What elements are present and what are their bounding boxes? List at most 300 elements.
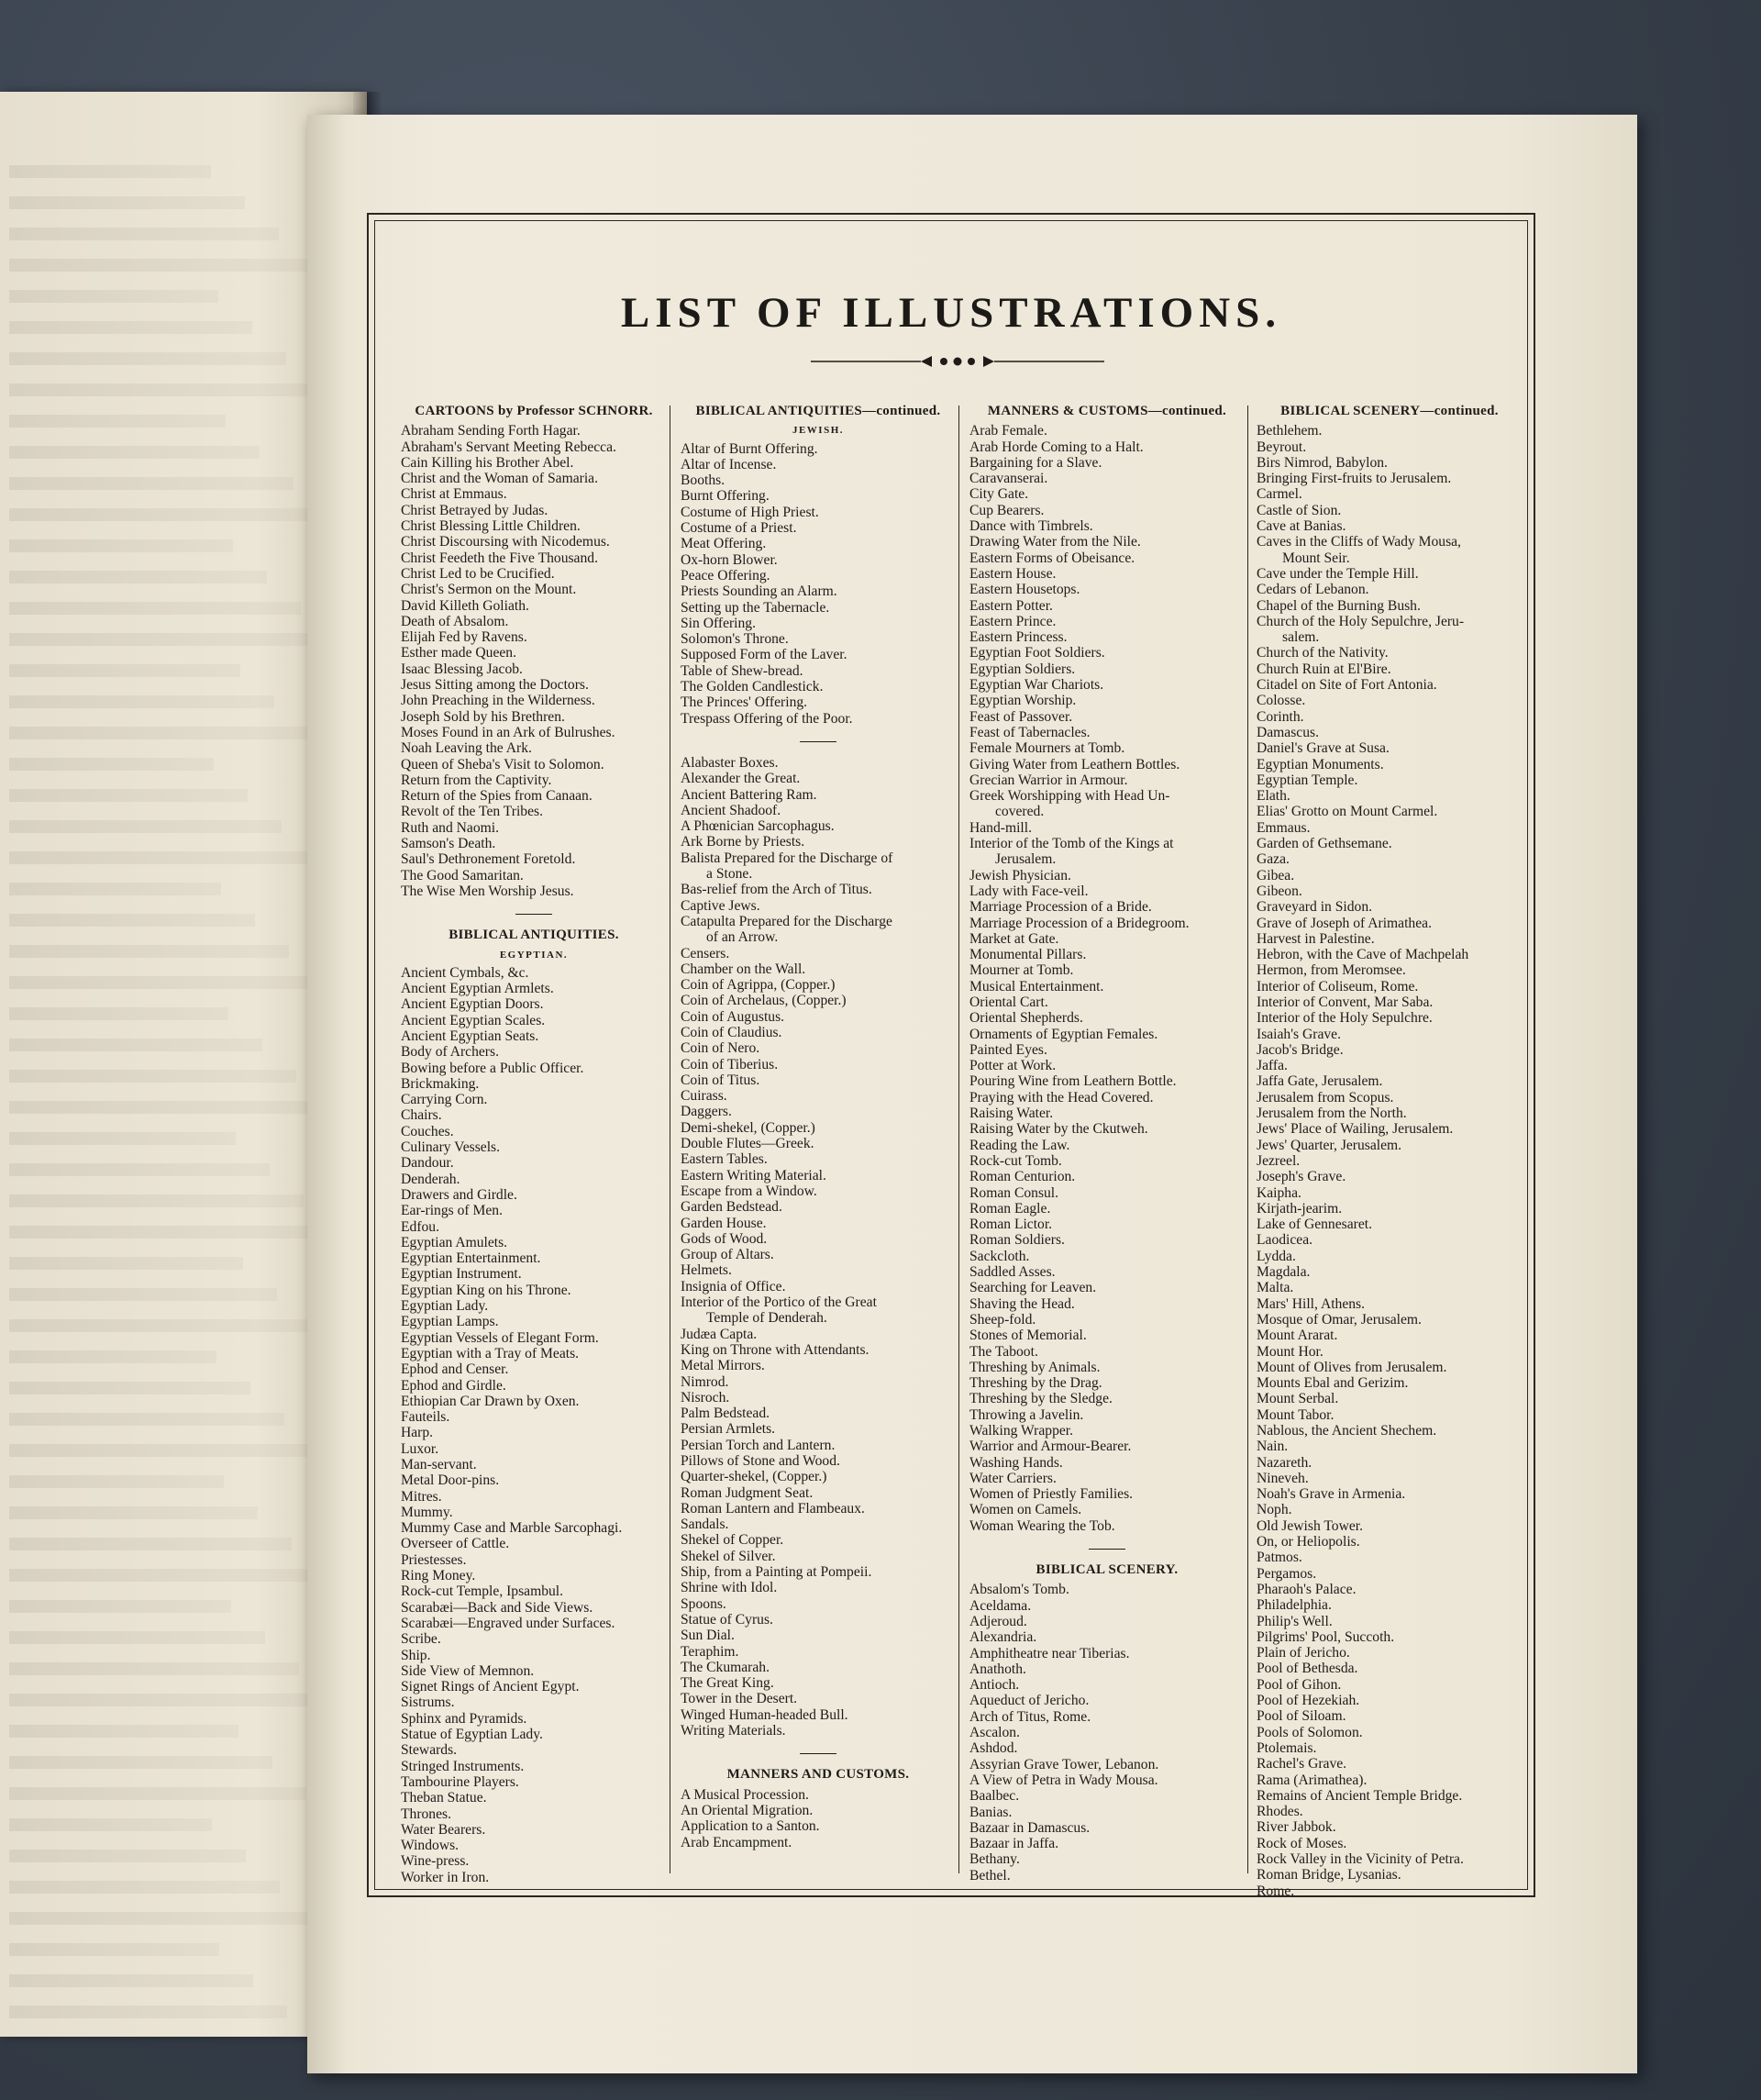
illustration-list-item: Eastern Tables. (681, 1151, 768, 1168)
left-page-text-line (9, 1039, 262, 1051)
left-page-text-line (9, 1319, 311, 1332)
illustration-list-item: Corinth. (1257, 708, 1304, 725)
illustration-list-item: Ancient Cymbals, &c. (401, 964, 529, 981)
illustration-list-item: Egyptian Lamps. (401, 1314, 499, 1330)
illustration-list-item: Bringing First-fruits to Jerusalem. (1257, 471, 1452, 487)
illustration-list-item: Egyptian Amulets. (401, 1234, 508, 1250)
illustration-list-item: Ancient Egyptian Armlets. (401, 981, 554, 997)
illustration-list-item: Philadelphia. (1257, 1597, 1332, 1614)
illustration-list-item: salem. (1282, 629, 1320, 646)
illustration-list-item: Roman Centurion. (969, 1169, 1076, 1185)
illustration-list-item: Egyptian Vessels of Elegant Form. (401, 1329, 599, 1346)
illustration-list-item: Mount Serbal. (1257, 1391, 1339, 1407)
illustration-list-item: Winged Human-headed Bull. (681, 1706, 848, 1723)
illustration-list-item: Baalbec. (969, 1788, 1020, 1805)
illustration-list-item: Colosse. (1257, 693, 1306, 709)
illustration-list-item: Interior of Coliseum, Rome. (1257, 978, 1419, 994)
illustration-list-item: Jezreel. (1257, 1152, 1301, 1169)
illustration-list-item: A View of Petra in Wady Mousa. (969, 1772, 1158, 1788)
left-page-text-line (9, 1226, 338, 1239)
illustration-list-item: Assyrian Grave Tower, Lebanon. (969, 1756, 1159, 1772)
illustration-list-item: Nazareth. (1257, 1454, 1312, 1471)
illustration-list-item: a Stone. (706, 866, 753, 883)
illustration-list-item: Bethel. (969, 1867, 1011, 1883)
section-separator (800, 741, 836, 742)
illustration-list-item: Roman Judgment Seat. (681, 1484, 814, 1501)
illustration-list-item: Peace Offering. (681, 567, 770, 583)
illustration-list-item: Egyptian War Chariots. (969, 677, 1104, 694)
illustration-list-item: Saddled Asses. (969, 1264, 1056, 1281)
illustration-list-item: Mummy. (401, 1504, 453, 1520)
illustration-list-item: Grecian Warrior in Armour. (969, 772, 1128, 788)
illustration-list-item: Christ Discoursing with Nicodemus. (401, 534, 610, 550)
illustration-list-item: Table of Shew-bread. (681, 662, 803, 679)
illustration-list-item: Christ Blessing Little Children. (401, 518, 581, 535)
left-page-text-line (9, 383, 320, 396)
illustration-list-item: Pools of Solomon. (1257, 1724, 1363, 1740)
illustration-list-item: Walking Wrapper. (969, 1423, 1074, 1439)
illustration-list-item: Ptolemais. (1257, 1739, 1317, 1756)
illustration-list-item: Bazaar in Damascus. (969, 1819, 1091, 1836)
illustration-list-item: of an Arrow. (706, 929, 779, 946)
illustration-list-item: Sin Offering. (681, 615, 757, 631)
illustration-list-item: Ship, from a Painting at Pompeii. (681, 1564, 872, 1581)
illustration-list-item: Ancient Battering Ram. (681, 786, 817, 803)
illustration-list-item: Market at Gate. (969, 930, 1059, 947)
section-subheading: EGYPTIAN. (499, 949, 569, 961)
illustration-list-item: Caves in the Cliffs of Wady Mousa, (1257, 534, 1461, 550)
illustration-list-item: Egyptian Worship. (969, 693, 1077, 709)
illustration-list-item: Nisroch. (681, 1389, 730, 1406)
section-heading: MANNERS & CUSTOMS—continued. (987, 404, 1227, 418)
illustration-list-item: Palm Bedstead. (681, 1406, 770, 1422)
illustration-list-item: Nineveh. (1257, 1470, 1309, 1486)
illustration-list-item: Coin of Tiberius. (681, 1056, 779, 1072)
illustration-list-item: Metal Door-pins. (401, 1472, 500, 1489)
illustration-list-item: Moses Found in an Ark of Bulrushes. (401, 724, 615, 740)
illustration-list-item: Altar of Incense. (681, 456, 777, 472)
illustration-list-item: Jaffa. (1257, 1058, 1288, 1074)
illustration-list-item: Nablous, the Ancient Shechem. (1257, 1423, 1437, 1439)
left-page-text-line (9, 1444, 318, 1457)
illustration-list-item: Scarabæi—Engraved under Surfaces. (401, 1615, 615, 1631)
illustration-list-item: Feast of Passover. (969, 708, 1073, 725)
illustration-list-item: Bethlehem. (1257, 423, 1323, 439)
illustration-list-item: A Musical Procession. (681, 1786, 809, 1803)
illustration-list-item: Rhodes. (1257, 1804, 1303, 1820)
illustration-list-item: Hermon, from Meromsee. (1257, 962, 1406, 979)
illustration-list-item: Water Bearers. (401, 1821, 486, 1838)
column-2 (681, 404, 956, 1850)
illustration-list-item: Jews' Quarter, Jerusalem. (1257, 1137, 1402, 1153)
illustration-list-item: Christ Feedeth the Five Thousand. (401, 550, 598, 566)
left-page-text-line (9, 165, 211, 178)
left-page-text-line (9, 1007, 228, 1020)
illustration-list-item: Marriage Procession of a Bridegroom. (969, 915, 1190, 931)
left-page-text-line (9, 1506, 258, 1519)
illustration-list-item: Ear-rings of Men. (401, 1203, 503, 1219)
illustration-list-item: Joseph Sold by his Brethren. (401, 708, 565, 725)
illustration-list-item: Grave of Joseph of Arimathea. (1257, 915, 1432, 931)
left-page-text-line (9, 321, 252, 334)
illustration-list-item: Rock Valley in the Vicinity of Petra. (1257, 1851, 1464, 1868)
illustration-list-item: Harp. (401, 1425, 434, 1441)
illustration-list-item: Trespass Offering of the Poor. (681, 710, 853, 727)
illustration-list-item: Noah Leaving the Ark. (401, 740, 532, 757)
illustration-list-item: Ashdod. (969, 1740, 1018, 1757)
illustration-list-item: Egyptian Soldiers. (969, 661, 1076, 677)
illustration-list-item: The Wise Men Worship Jesus. (401, 883, 574, 899)
illustration-list-item: Amphitheatre near Tiberias. (969, 1645, 1130, 1661)
illustration-list-item: Revolt of the Ten Tribes. (401, 804, 543, 820)
illustration-list-item: Chapel of the Burning Bush. (1257, 597, 1421, 614)
illustration-list-item: Harvest in Palestine. (1257, 930, 1375, 947)
illustration-list-item: Priests Sounding an Alarm. (681, 583, 837, 600)
left-page-text-line (9, 883, 221, 895)
illustration-list-item: Alexandria. (969, 1629, 1037, 1646)
illustration-list-item: Body of Archers. (401, 1044, 499, 1061)
illustration-list-item: Mount of Olives from Jerusalem. (1257, 1359, 1447, 1375)
column-rule (1247, 406, 1248, 1873)
section-subheading: JEWISH. (792, 425, 845, 437)
illustration-list-item: Rachel's Grave. (1257, 1756, 1347, 1772)
illustration-list-item: Chamber on the Wall. (681, 961, 806, 977)
illustration-list-item: Eastern House. (969, 565, 1057, 582)
left-page-text-line (9, 1631, 265, 1644)
illustration-list-item: Isaac Blessing Jacob. (401, 661, 523, 677)
illustration-list-item: Costume of a Priest. (681, 520, 797, 537)
illustration-list-item: Application to a Santon. (681, 1818, 820, 1835)
illustration-list-item: Caravanserai. (969, 471, 1048, 487)
illustration-list-item: Daggers. (681, 1104, 732, 1120)
illustration-list-item: Shaving the Head. (969, 1295, 1075, 1312)
illustration-list-item: Scribe. (401, 1631, 441, 1648)
illustration-list-item: Egyptian Entertainment. (401, 1250, 541, 1267)
illustration-list-item: Giving Water from Leathern Bottles. (969, 756, 1180, 772)
illustration-list-item: A Phœnician Sarcophagus. (681, 818, 835, 835)
illustration-list-item: On, or Heliopolis. (1257, 1534, 1360, 1550)
illustration-list-item: Side View of Memnon. (401, 1662, 535, 1679)
left-page-text-line (9, 2006, 287, 2018)
column-rule (958, 406, 959, 1873)
illustration-list-item: Drawing Water from the Nile. (969, 534, 1141, 550)
left-page-text-line (9, 508, 327, 521)
illustration-list-item: The Ckumarah. (681, 1659, 770, 1675)
left-page-text-line (9, 1070, 296, 1083)
left-page-text-line (9, 196, 245, 209)
illustration-list-item: Lydda. (1257, 1248, 1296, 1264)
illustration-list-item: Signet Rings of Ancient Egypt. (401, 1679, 580, 1695)
illustration-list-item: Jewish Physician. (969, 867, 1071, 883)
illustration-list-item: Double Flutes—Greek. (681, 1136, 814, 1152)
illustration-list-item: Garden Bedstead. (681, 1199, 782, 1216)
illustration-list-item: Garden House. (681, 1215, 767, 1231)
illustration-list-item: The Taboot. (969, 1343, 1038, 1360)
illustration-list-item: Roman Eagle. (969, 1200, 1051, 1217)
left-page-text-line (9, 259, 313, 272)
illustration-list-item: Egyptian Monuments. (1257, 756, 1384, 772)
illustration-list-item: Gibeon. (1257, 883, 1302, 899)
illustration-list-item: Castle of Sion. (1257, 502, 1342, 518)
illustration-list-item: Alexander the Great. (681, 771, 801, 787)
illustration-list-item: Elias' Grotto on Mount Carmel. (1257, 804, 1438, 820)
illustration-list-item: Edfou. (401, 1218, 440, 1235)
illustration-list-item: Roman Bridge, Lysanias. (1257, 1867, 1401, 1883)
left-page-text-line (9, 1787, 306, 1800)
illustration-list-item: The Good Samaritan. (401, 867, 524, 883)
illustration-list-item: Antioch. (969, 1677, 1020, 1694)
illustration-list-item: Female Mourners at Tomb. (969, 740, 1125, 757)
illustration-list-item: Painted Eyes. (969, 1041, 1047, 1058)
illustration-list-item: Garden of Gethsemane. (1257, 836, 1392, 852)
illustration-list-item: Interior of Convent, Mar Saba. (1257, 994, 1434, 1010)
left-page-text-line (9, 1662, 299, 1675)
illustration-list-item: Dance with Timbrels. (969, 518, 1093, 535)
illustration-list-item: Ancient Egyptian Doors. (401, 996, 544, 1013)
illustration-list-item: Oriental Cart. (969, 994, 1048, 1010)
illustration-list-item: Rock of Moses. (1257, 1835, 1347, 1851)
illustration-list-item: Pilgrims' Pool, Succoth. (1257, 1628, 1395, 1645)
illustration-list-item: Roman Soldiers. (969, 1232, 1065, 1249)
illustration-list-item: Eastern Housetops. (969, 582, 1080, 598)
illustration-list-item: Threshing by the Sledge. (969, 1391, 1113, 1407)
illustration-list-item: Chairs. (401, 1107, 442, 1124)
illustration-list-item: Gibea. (1257, 867, 1295, 883)
left-page-text-line (9, 1850, 246, 1862)
illustration-list-item: Ephod and Censer. (401, 1361, 509, 1378)
illustration-list-item: Monumental Pillars. (969, 947, 1087, 963)
section-heading: CARTOONS by Professor SCHNORR. (415, 404, 653, 418)
illustration-list-item: Magdala. (1257, 1264, 1311, 1281)
illustration-list-item: Pool of Bethesda. (1257, 1661, 1358, 1677)
illustration-list-item: Statue of Cyrus. (681, 1611, 773, 1628)
illustration-list-item: Escape from a Window. (681, 1183, 817, 1199)
illustration-list-item: Jerusalem from the North. (1257, 1106, 1407, 1122)
illustration-list-item: Reading the Law. (969, 1137, 1070, 1153)
illustration-list-item: Plain of Jericho. (1257, 1645, 1350, 1661)
illustration-list-item: Christ at Emmaus. (401, 486, 507, 503)
illustration-list-item: Jaffa Gate, Jerusalem. (1257, 1073, 1383, 1090)
illustration-list-item: Sun Dial. (681, 1628, 735, 1644)
illustration-list-item: Return from the Captivity. (401, 772, 552, 788)
illustration-list-item: Bazaar in Jaffa. (969, 1836, 1059, 1852)
illustration-list-item: Ruth and Naomi. (401, 819, 499, 836)
illustration-list-item: Group of Altars. (681, 1247, 774, 1263)
illustration-list-item: Searching for Leaven. (969, 1280, 1097, 1296)
section-heading: MANNERS AND CUSTOMS. (726, 1767, 910, 1783)
illustration-list-item: Isaiah's Grave. (1257, 1026, 1342, 1042)
illustration-list-item: Pillows of Stone and Wood. (681, 1453, 840, 1469)
illustration-list-item: Emmaus. (1257, 819, 1311, 836)
illustration-list-item: Cain Killing his Brother Abel. (401, 454, 574, 471)
illustration-list-item: Interior of the Tomb of the Kings at (969, 836, 1174, 852)
illustration-list-item: Interior of the Holy Sepulchre. (1257, 1010, 1433, 1027)
illustration-list-item: Adjeroud. (969, 1613, 1027, 1629)
illustration-list-item: Lady with Face-veil. (969, 883, 1089, 899)
illustration-list-item: Oriental Shepherds. (969, 1010, 1083, 1027)
illustration-list-item: Egyptian Lady. (401, 1298, 489, 1315)
illustration-list-item: Pouring Wine from Leathern Bottle. (969, 1073, 1177, 1090)
illustration-list-item: Throwing a Javelin. (969, 1406, 1084, 1423)
illustration-list-item: Esther made Queen. (401, 645, 516, 661)
left-page-text-line (9, 1413, 284, 1426)
illustration-list-item: Carrying Corn. (401, 1092, 488, 1108)
title-ornament (811, 352, 1104, 371)
illustration-list-item: covered. (995, 804, 1045, 820)
illustration-list-item: Costume of High Priest. (681, 504, 819, 520)
illustration-list-item: Old Jewish Tower. (1257, 1517, 1364, 1534)
illustration-list-item: Jerusalem from Scopus. (1257, 1089, 1394, 1106)
left-page-text-line (9, 571, 267, 583)
illustration-list-item: Damascus. (1257, 724, 1319, 740)
illustration-list-item: Cave under the Temple Hill. (1257, 565, 1419, 582)
left-page-text-line (9, 228, 279, 240)
left-page-text-line (9, 1725, 238, 1738)
illustration-list-item: Gods of Wood. (681, 1230, 768, 1247)
left-page-text-line (9, 695, 274, 708)
illustration-list-item: Temple of Denderah. (706, 1310, 827, 1327)
illustration-list-item: The Princes' Offering. (681, 694, 808, 711)
illustration-list-item: Jerusalem. (995, 851, 1057, 868)
left-page-text-line (9, 602, 301, 615)
illustration-list-item: Praying with the Head Covered. (969, 1089, 1154, 1106)
illustration-list-item: Mitres. (401, 1488, 442, 1505)
illustration-list-item: Supposed Form of the Laver. (681, 647, 847, 663)
left-page-text-line (9, 1756, 272, 1769)
illustration-list-item: Helmets. (681, 1262, 732, 1279)
left-page-text-line (9, 727, 308, 739)
left-page-text-line (9, 914, 255, 927)
illustration-list-item: Banias. (969, 1804, 1013, 1820)
left-page-text-line (9, 415, 226, 428)
illustration-list-item: David Killeth Goliath. (401, 597, 529, 614)
illustration-list-item: Bethany. (969, 1851, 1020, 1868)
illustration-list-item: Eastern Prince. (969, 613, 1057, 629)
illustration-list-item: Pool of Gihon. (1257, 1676, 1342, 1693)
illustration-list-item: Ornaments of Egyptian Females. (969, 1026, 1158, 1042)
illustration-list-item: Wine-press. (401, 1853, 470, 1870)
illustration-list-item: Ring Money. (401, 1568, 476, 1584)
illustration-list-item: The Great King. (681, 1675, 774, 1692)
illustration-list-item: Nain. (1257, 1439, 1289, 1455)
illustration-list-item: Birs Nimrod, Babylon. (1257, 454, 1388, 471)
illustration-list-item: Egyptian with a Tray of Meats. (401, 1345, 580, 1361)
illustration-list-item: Pool of Siloam. (1257, 1708, 1346, 1725)
left-page-text-line (9, 1538, 292, 1550)
illustration-list-item: Ancient Shadoof. (681, 802, 781, 818)
illustration-list-item: Quarter-shekel, (Copper.) (681, 1469, 827, 1485)
left-page-text-line (9, 789, 248, 802)
illustration-list-item: Philip's Well. (1257, 1613, 1333, 1629)
illustration-list-item: Mosque of Omar, Jerusalem. (1257, 1311, 1422, 1328)
illustration-list-item: Patmos. (1257, 1550, 1302, 1566)
illustration-list-item: Joseph's Grave. (1257, 1169, 1346, 1185)
illustration-list-item: Luxor. (401, 1440, 439, 1457)
illustration-list-item: King on Throne with Attendants. (681, 1341, 869, 1358)
illustration-list-item: Gaza. (1257, 851, 1290, 868)
illustration-list-item: Ancient Egyptian Scales. (401, 1012, 546, 1028)
illustration-list-item: Malta. (1257, 1280, 1294, 1296)
illustration-list-item: Stewards. (401, 1742, 458, 1759)
illustration-list-item: Water Carriers. (969, 1470, 1057, 1486)
illustration-list-item: Captive Jews. (681, 897, 760, 914)
illustration-list-item: Stringed Instruments. (401, 1758, 525, 1774)
illustration-list-item: Couches. (401, 1123, 454, 1139)
illustration-list-item: Rock-cut Tomb. (969, 1152, 1062, 1169)
illustration-list-item: Persian Torch and Lantern. (681, 1437, 836, 1453)
page-title: LIST OF ILLUSTRATIONS. (620, 289, 1282, 337)
illustration-list-item: Lake of Gennesaret. (1257, 1217, 1372, 1233)
illustration-list-item: Feast of Tabernacles. (969, 724, 1091, 740)
illustration-list-item: Noah's Grave in Armenia. (1257, 1486, 1406, 1503)
illustration-list-item: Dandour. (401, 1155, 454, 1172)
illustration-list-item: Ark Borne by Priests. (681, 834, 805, 850)
illustration-list-item: Cup Bearers. (969, 502, 1045, 518)
left-page-text-line (9, 1163, 270, 1176)
illustration-list-item: Women on Camels. (969, 1502, 1082, 1518)
illustration-list-item: Coin of Claudius. (681, 1024, 782, 1040)
illustration-list-item: Coin of Archelaus, (Copper.) (681, 993, 847, 1009)
illustration-list-item: Ascalon. (969, 1725, 1020, 1741)
left-page-text-line (9, 1101, 330, 1114)
illustration-list-item: Absalom's Tomb. (969, 1582, 1069, 1598)
illustration-list-item: Warrior and Armour-Bearer. (969, 1439, 1132, 1455)
illustration-list-item: Egyptian King on his Throne. (401, 1282, 571, 1298)
illustration-list-item: Eastern Forms of Obeisance. (969, 550, 1135, 566)
illustration-list-item: Arab Encampment. (681, 1834, 792, 1850)
illustration-list-item: Christ Led to be Crucified. (401, 565, 555, 582)
illustration-list-item: Mounts Ebal and Gerizim. (1257, 1375, 1409, 1392)
illustration-list-item: Tower in the Desert. (681, 1691, 798, 1707)
illustration-list-item: Pharaoh's Palace. (1257, 1581, 1357, 1597)
left-page-text-line (9, 1600, 231, 1613)
illustration-list-item: Threshing by Animals. (969, 1359, 1101, 1375)
illustration-list-item: Pergamos. (1257, 1565, 1317, 1582)
illustration-list-item: Eastern Princess. (969, 629, 1068, 646)
illustration-list-item: Potter at Work. (969, 1058, 1057, 1074)
illustration-list-item: Christ and the Woman of Samaria. (401, 471, 598, 487)
illustration-list-item: Ox-horn Blower. (681, 551, 778, 568)
left-page-text-line (9, 1569, 326, 1582)
page-border-frame (367, 213, 1535, 1897)
illustration-list-item: Sistrums. (401, 1694, 455, 1711)
illustration-list-item: Alabaster Boxes. (681, 754, 779, 771)
illustration-list-item: Egyptian Foot Soldiers. (969, 645, 1105, 661)
column-1 (401, 404, 667, 1885)
left-page-text-line (9, 1194, 304, 1207)
illustration-list-item: Coin of Agrippa, (Copper.) (681, 977, 836, 994)
illustration-list-item: Insignia of Office. (681, 1278, 786, 1294)
illustration-list-item: Bargaining for a Slave. (969, 454, 1102, 471)
left-page-text-line (9, 758, 214, 771)
illustration-list-item: Aceldama. (969, 1597, 1032, 1614)
illustration-list-item: Brickmaking. (401, 1075, 480, 1092)
left-page-text-line (9, 1132, 236, 1145)
illustration-list-item: Altar of Burnt Offering. (681, 440, 818, 457)
illustration-list-item: Rock-cut Temple, Ipsambul. (401, 1583, 564, 1600)
illustration-list-item: Overseer of Cattle. (401, 1536, 510, 1552)
illustration-list-item: Christ's Sermon on the Mount. (401, 582, 577, 598)
left-page-text-line (9, 1257, 243, 1270)
illustration-list-item: Death of Absalom. (401, 613, 509, 629)
illustration-list-item: Roman Lictor. (969, 1217, 1053, 1233)
left-page-text-line (9, 539, 233, 552)
section-separator (800, 1753, 836, 1754)
illustration-list-item: Eastern Potter. (969, 597, 1053, 614)
illustration-list-item: City Gate. (969, 486, 1029, 503)
illustration-list-item: Arab Female. (969, 423, 1047, 439)
illustration-list-item: Mars' Hill, Athens. (1257, 1295, 1366, 1312)
